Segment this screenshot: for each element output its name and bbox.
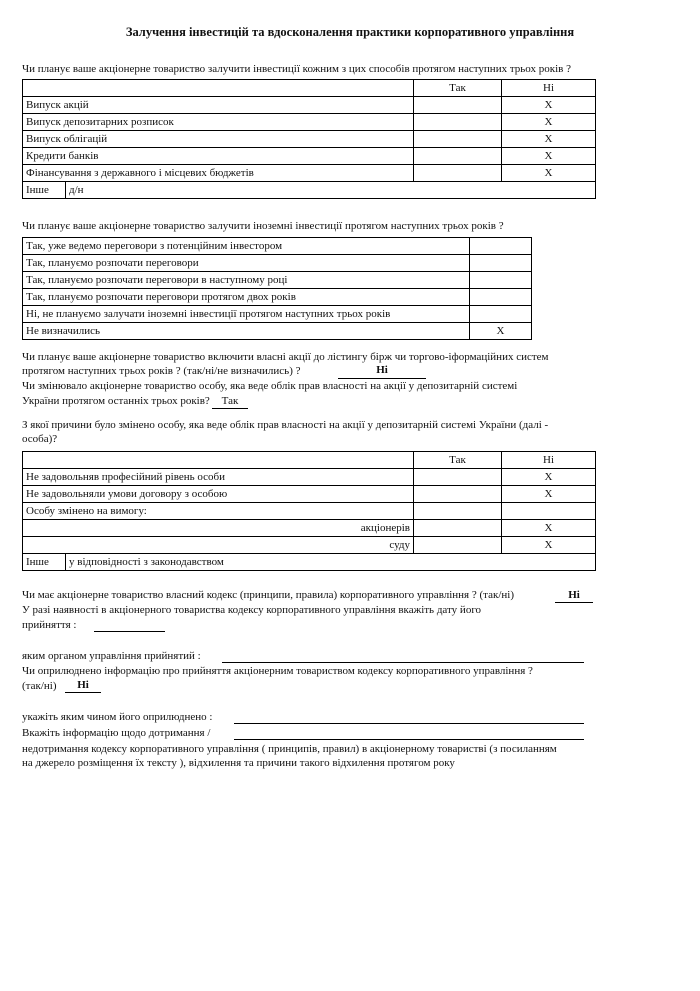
header-yes: Так bbox=[414, 80, 502, 97]
option-label: Так, плануємо розпочати переговори в наступному році bbox=[23, 272, 470, 289]
row-label: Не задовольняли умови договору з особою bbox=[23, 486, 414, 503]
table-row bbox=[23, 503, 596, 520]
q3-answer-line bbox=[338, 378, 426, 379]
q3-line1: Чи планує ваше акціонерне товариство включити власні акції до лістингу бірж чи торгово-іформаційних систем bbox=[22, 351, 549, 363]
yes-cell[interactable] bbox=[414, 537, 502, 554]
q7-answer[interactable]: Ні bbox=[77, 679, 89, 691]
row-label: Особу змінено на вимогу: bbox=[23, 503, 414, 520]
option-mark[interactable] bbox=[470, 289, 532, 306]
yes-cell[interactable] bbox=[414, 486, 502, 503]
q1-table bbox=[22, 79, 596, 199]
row-label: Не задовольняв професійний рівень особи bbox=[23, 469, 414, 486]
other-value[interactable]: д/н bbox=[66, 182, 596, 199]
yes-cell[interactable] bbox=[414, 114, 502, 131]
header-no: Ні bbox=[502, 80, 596, 97]
no-cell[interactable]: X bbox=[502, 165, 596, 182]
q6-answer-line bbox=[555, 602, 593, 603]
table-row bbox=[23, 537, 596, 554]
no-cell[interactable]: X bbox=[502, 537, 596, 554]
table-row bbox=[23, 114, 596, 131]
table-header-row bbox=[23, 80, 596, 97]
q3-line2: протягом наступних трьох років ? (так/ні/не визначились) ? bbox=[22, 365, 301, 377]
row-label: суду bbox=[23, 537, 414, 554]
list-item bbox=[23, 289, 532, 306]
header-no: Ні bbox=[502, 452, 596, 469]
q7-how-line bbox=[234, 723, 584, 724]
option-mark[interactable] bbox=[470, 272, 532, 289]
table-row bbox=[23, 165, 596, 182]
table-row bbox=[23, 148, 596, 165]
option-mark[interactable] bbox=[470, 238, 532, 255]
no-cell[interactable]: X bbox=[502, 486, 596, 503]
table-row bbox=[23, 131, 596, 148]
q4-answer-line bbox=[212, 408, 248, 409]
q6-date-line bbox=[94, 631, 165, 632]
option-label: Ні, не плануємо залучати іноземні інвестиції протягом наступних трьох років bbox=[23, 306, 470, 323]
q4-line2: України протягом останніх трьох років? bbox=[22, 395, 210, 407]
q7-answer-line bbox=[65, 692, 101, 693]
q8-line bbox=[234, 739, 584, 740]
option-mark[interactable] bbox=[470, 306, 532, 323]
q4-answer[interactable]: Так bbox=[221, 395, 239, 407]
other-label: Інше bbox=[23, 182, 66, 199]
q3-answer[interactable]: Ні bbox=[376, 364, 388, 376]
yes-cell[interactable] bbox=[414, 520, 502, 537]
row-label: Випуск облігацій bbox=[23, 131, 414, 148]
no-cell[interactable]: X bbox=[502, 131, 596, 148]
option-label: Так, плануємо розпочати переговори bbox=[23, 255, 470, 272]
table-row bbox=[23, 469, 596, 486]
list-item bbox=[23, 272, 532, 289]
page-title: Залучення інвестицій та вдосконалення практики корпоративного управління bbox=[125, 25, 575, 39]
yes-cell[interactable] bbox=[414, 97, 502, 114]
q7-how-label: укажіть яким чином його оприлюднено : bbox=[22, 711, 213, 723]
header-empty-cell bbox=[23, 80, 414, 97]
no-cell[interactable]: X bbox=[502, 469, 596, 486]
q6-answer[interactable]: Ні bbox=[568, 589, 580, 601]
q4-line1: Чи змінювало акціонерне товариство особу, яка веде облік прав власності на акції у депозитарній системі bbox=[22, 380, 518, 392]
q8-line3: на джерело розміщення їх тексту ), відхилення та причини такого відхилення протягом року bbox=[22, 757, 455, 769]
yes-cell[interactable] bbox=[414, 131, 502, 148]
table-row bbox=[23, 486, 596, 503]
q8-line1: Вкажіть інформацію щодо дотримання / bbox=[22, 727, 211, 739]
q8-line2: недотримання кодексу корпоративного управління ( принципів, правил) в акціонерному товаристві (з посиланням bbox=[22, 743, 557, 755]
option-label: Не визначились bbox=[23, 323, 470, 340]
option-label: Так, плануємо розпочати переговори протягом двох років bbox=[23, 289, 470, 306]
row-label: Фінансування з державного і місцевих бюджетів bbox=[23, 165, 414, 182]
yes-cell bbox=[414, 503, 502, 520]
q5-line1: З якої причини було змінено особу, яка веде облік прав власності на акції у депозитарній системі України (далі - bbox=[22, 419, 549, 431]
q5-line2: особа)? bbox=[22, 433, 58, 445]
q6-date-line2: прийняття : bbox=[22, 619, 77, 631]
q6-organ-label: яким органом управління прийнятий : bbox=[22, 650, 201, 662]
yes-cell[interactable] bbox=[414, 148, 502, 165]
option-label: Так, уже ведемо переговори з потенційним інвестором bbox=[23, 238, 470, 255]
table-row-other bbox=[23, 182, 596, 199]
table-header-row bbox=[23, 452, 596, 469]
table-row-other bbox=[23, 554, 596, 571]
q6-question: Чи має акціонерне товариство власний кодекс (принципи, правила) корпоративного управління ? (так/ні) bbox=[22, 589, 514, 601]
table-row bbox=[23, 97, 596, 114]
option-mark[interactable] bbox=[470, 255, 532, 272]
q7-line2: (так/ні) bbox=[22, 680, 57, 692]
list-item bbox=[23, 323, 532, 340]
no-cell[interactable]: X bbox=[502, 520, 596, 537]
q5-table bbox=[22, 451, 596, 571]
list-item bbox=[23, 255, 532, 272]
row-label: Випуск депозитарних розписок bbox=[23, 114, 414, 131]
no-cell[interactable]: X bbox=[502, 114, 596, 131]
no-cell bbox=[502, 503, 596, 520]
option-mark[interactable]: X bbox=[470, 323, 532, 340]
table-row bbox=[23, 520, 596, 537]
no-cell[interactable]: X bbox=[502, 97, 596, 114]
q1-question: Чи планує ваше акціонерне товариство залучити інвестиції кожним з цих способів протягом наступних трьох років ? bbox=[22, 63, 571, 75]
header-empty-cell bbox=[23, 452, 414, 469]
other-value[interactable]: у відповідності з законодавством bbox=[66, 554, 596, 571]
q6-organ-line bbox=[222, 662, 584, 663]
no-cell[interactable]: X bbox=[502, 148, 596, 165]
row-label: Випуск акцій bbox=[23, 97, 414, 114]
list-item bbox=[23, 238, 532, 255]
list-item bbox=[23, 306, 532, 323]
yes-cell[interactable] bbox=[414, 165, 502, 182]
header-yes: Так bbox=[414, 452, 502, 469]
row-label: акціонерів bbox=[23, 520, 414, 537]
q6-date-line1: У разі наявності в акціонерного товариства кодексу корпоративного управління вкажіть дату його bbox=[22, 604, 482, 616]
row-label: Кредити банків bbox=[23, 148, 414, 165]
q7-line1: Чи оприлюднено інформацію про прийняття акціонерним товариством кодексу корпоративного управління ? bbox=[22, 665, 533, 677]
other-label: Інше bbox=[23, 554, 66, 571]
yes-cell[interactable] bbox=[414, 469, 502, 486]
q2-table bbox=[22, 237, 532, 340]
q2-question: Чи планує ваше акціонерне товариство залучити іноземні інвестиції протягом наступних трьох років ? bbox=[22, 220, 504, 232]
